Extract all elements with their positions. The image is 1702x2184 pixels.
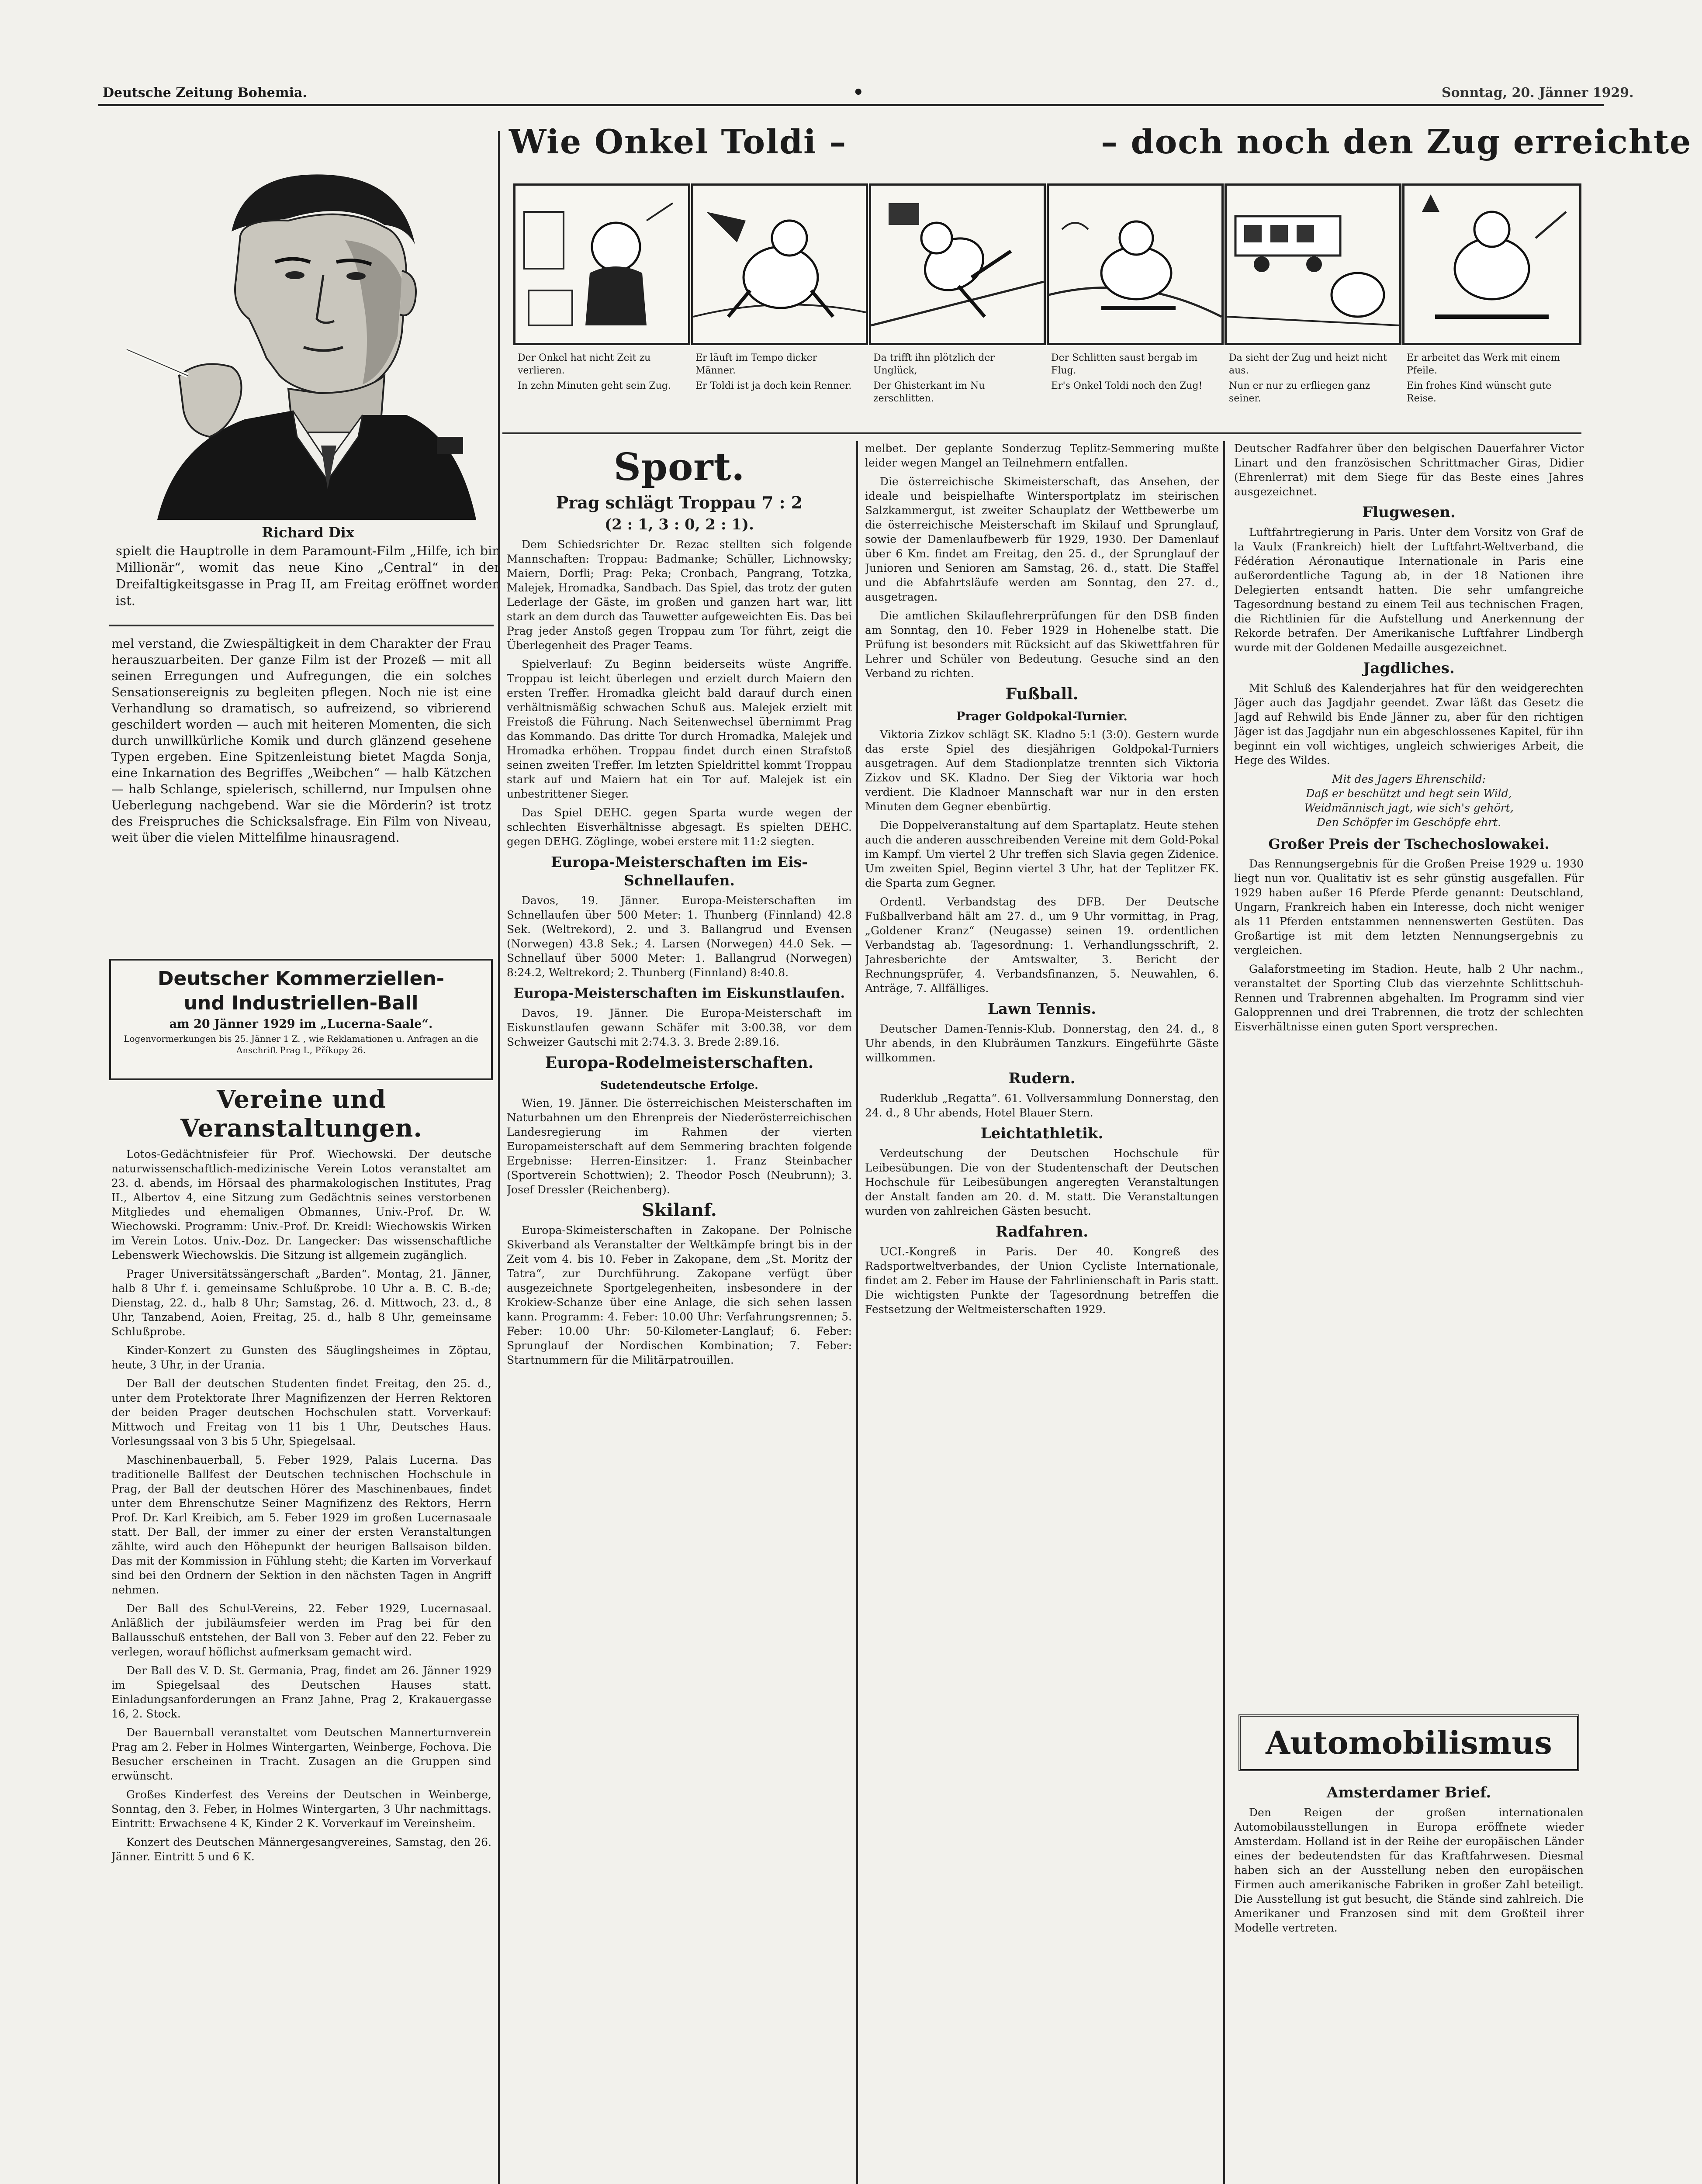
comic-caption-a: Der Onkel hat nicht Zeit zu verlieren. [518,352,651,376]
sport-headline-2: (2 : 1, 3 : 0, 2 : 1). [605,516,754,533]
rule-film [109,625,494,626]
fussball-title: Fußball. [1005,685,1079,703]
running-head-left: Deutsche Zeitung Bohemia. [103,85,307,100]
comic-bottom-rule [502,432,1581,434]
comic-drawing [515,186,688,343]
rodel-subtitle: Sudetendeutsche Erfolge. [600,1079,758,1092]
jagd-poem [1234,772,1584,829]
right-paragraph: Deutscher Radfahrer über den belgischen Dauerfahrer Victor Linart und den französischen Schrittmacher Giras, Didier (Ehrenlerrat) mit dem Siege für das Beste eines Jahres ausgezeichnet. [1234,442,1584,498]
grosser-preis-text: Das Rennungsergebnis für die Großen Preise 1929 u. 1930 liegt nun vor. Qualitativ ist es sehr günstig ausgefallen. Für 1929 haben außer 16 Pferde Pferde genannt: Deutschland, Ungarn, Frankreich haben ein Interesse, doch nicht weniger als 11 Pferden entstammen nennenswerten Gestüten. Das Großartige ist mit dem letzten Nennungsergebnis zu vergleichen. [1234,857,1584,957]
sport-headline-1: Prag schlägt Troppau 7 : 2 [556,493,803,512]
comic-drawing [871,186,1044,343]
comic-caption-3 [873,352,1037,405]
column-rule-1 [498,131,500,2184]
portrait-caption-name: Richard Dix [262,524,354,541]
europa-eiskunst-title: Europa-Meisterschaften im Eiskunstlaufen. [513,985,845,1001]
europa-eiskunst-text: Davos, 19. Jänner. Die Europa-Meisterschaft im Eiskunstlaufen gewann Schäfer mit 3:00.38, vor dem Schweizer Gautschi mit 2:74.3. 3. Brede 2:89.16. [507,1007,852,1048]
vereine-item: Der Ball des Schul-Vereins, 22. Feber 1929, Lucernasaal. Anläßlich der jubiläumsfeier werden im Prag bei für den Ballausschuß entstehen, der Ball von 3. Feber auf den 22. Feber zu verlegen, worauf höflichst aufmerksam gemacht wird. [111,1602,491,1658]
ski-text: Europa-Skimeisterschaften in Zakopane. Der Polnische Skiverband als Veranstalter der Weltkämpfe bringt bis in der Zeit vom 4. bis 10. Feber in Zakopane, dem „St. Moritz der Tatra“, zur Durchführung. Zakopane verfügt über ausgezeichnete Sportgelegenheiten, insbesondere in der Krokiew-Schanze über eine Anlage, die sich sehen lassen kann. Programm: 4. Feber: 10.00 Uhr: Verfahrungsrennen; 5. Feber: 10.00 Uhr: 50-Kilometer-Langlauf; 6. Feber: Sprunglauf der Nordischen Kombination; 7. Feber: Startnummern für die Militärpatrouillen. [507,1224,852,1366]
poem-line: Den Schöpfer im Geschöpfe ehrt. [1316,816,1501,829]
sport-title: Sport. [613,445,745,489]
running-head-right: Sonntag, 20. Jänner 1929. [1442,85,1634,100]
comic-panel-1 [513,183,690,345]
sport-paragraph: Dem Schiedsrichter Dr. Rezac stellten sich folgende Mannschaften: Troppau: Badmanke; Schüller, Lichnowsky; Maiern, Dorfli; Prag: Peka; Cronbach, Pangrang, Totzka, Malejek, Hromadka, Sandbach. Das Spiel, das trotz der guten Lederlage der Gäste, im großen und ganzen hart war, litt stark an dem durch das Tauwetter aufgeweichten Eis. Das bei Prag jeder Anstoß gegen Troppau zum Tor führt, zeigt die Überlegenheit des Prager Teams. [507,538,852,652]
comic-drawing [1049,186,1221,343]
poem-line: Daß er beschützt und hegt sein Wild, [1306,787,1512,800]
comic-panel-4 [1047,183,1224,345]
comic-panel-3 [869,183,1046,345]
vereine-item: Prager Universitätssängerschaft „Barden“. Montag, 21. Jänner, halb 8 Uhr f. i. gemeinsame Schlußprobe. 10 Uhr a. B. C. B.-de; Dienstag, 22. d., halb 8 Uhr; Samstag, 26. d. Mittwoch, 23. d., 8 Uhr, Tanzabend, Aoien, Freitag, 25. d., halb 8 Uhr, gemeinsame Schlußprobe. [111,1268,491,1338]
grosser-preis-title: Großer Preis der Tschechoslowakei. [1268,836,1550,852]
ad-line-1: Deutscher Kommerziellen- [157,968,445,990]
rudern-text: Ruderklub „Regatta“. 61. Vollversammlung Donnerstag, den 24. d., 8 Uhr abends, Hotel Blauer Stern. [865,1092,1219,1119]
fussball-subtitle: Prager Goldpokal-Turnier. [956,710,1128,723]
rudern-title: Rudern. [1008,1070,1076,1087]
gala-text: Galaforstmeeting im Stadion. Heute, halb 2 Uhr nachm., veranstaltet der Sporting Club das vierzehnte Schlittschuh-Rennen und Trabrennen abgehalten. Im Programm sind vier Galopprennen und drei Trabrennen, die trotz der schlechten Eisverhältnisse einen guten Sport versprechen. [1234,963,1584,1033]
ad-line-3: am 20 Jänner 1929 im „Lucerna-Saale“. [169,1017,433,1031]
portrait-caption-text: spielt die Hauptrolle in dem Paramount-Film „Hilfe, ich bin Millionär“, womit das neue Kino „Central“ in der Dreifaltigkeitsgasse in Prag II, am Freitag eröffnet worden ist. [116,543,500,608]
comic-caption-a: Er läuft im Tempo dicker Männer. [695,352,817,376]
poem-line: Mit des Jagers Ehrenschild: [1332,773,1486,785]
lawn-tennis-text: Deutscher Damen-Tennis-Klub. Donnerstag, den 24. d., 8 Uhr abends, in den Klubräumen Tanzkurs. Eingeführte Gäste willkommen. [865,1023,1219,1064]
right-column [1234,441,1584,1704]
comic-caption-4 [1051,352,1215,392]
portrait-photo [100,131,485,520]
comic-caption-b: Er Toldi ist ja doch kein Renner. [695,380,852,391]
radfahren-text: UCI.-Kongreß in Paris. Der 40. Kongreß des Radsportweltverbandes, der Union Cycliste Internationale, findet am 2. Feber im Hause der Fahrlinienschaft in Paris statt. Die wichtigsten Punkte der Tagesordnung betreffen die Festsetzung der Weltmeisterschaften 1929. [865,1245,1219,1316]
jagdliches-text: Mit Schluß des Kalenderjahres hat für den weidgerechten Jäger auch das Jagdjahr geendet. Zwar läßt das Gesetz die Jagd auf Rehwild bis Ende Jänner zu, aber für den richtigen Jäger ist das Jagdjahr nun ein abgeschlossenes Kapitel, für ihn beginnt ein voll wichtiges, ungleich schwieriges Arbeit, die Hege des Wildes. [1234,682,1584,767]
comic-title-right: – doch noch den Zug erreichte [1101,122,1692,161]
middle-paragraph: Die Doppelveranstaltung auf dem Spartaplatz. Heute stehen auch die anderen ausschreibenden Vereine mit dem Gold-Pokal im Kampf. Um viertel 2 Uhr treffen sich Slavia gegen Zidenice. Um zweiten Spiel, Beginn viertel 3 Uhr, hat der Teplitzer FK. die Sparta zum Gegner. [865,819,1219,889]
rodel-text: Wien, 19. Jänner. Die österreichischen Meisterschaften im Naturbahnen um den Ehrenpreis der Niederösterreichischen Landesregierung im Rahmen der vierten Europameisterschaft auf dem Semmering brachten folgende Ergebnisse: Herren-Einsitzer: 1. Franz Steinbacher (Sportverein Schottwien); 2. Theodor Posch (Neubrunn); 3. Josef Dressler (Reichenberg). [507,1097,852,1196]
comic-caption-5 [1229,352,1393,405]
comic-drawing [693,186,866,343]
vereine-item: Der Ball des V. D. St. Germania, Prag, findet am 26. Jänner 1929 im Spiegelsaal des Deutschen Hauses statt. Einladungsanforderungen an Franz Jahne, Prag 2, Krakauergasse 16, 2. Stock. [111,1664,491,1720]
vereine-item: Kinder-Konzert zu Gunsten des Säuglingsheimes in Zöptau, heute, 3 Uhr, in der Urania. [111,1344,491,1371]
comic-caption-1 [518,352,681,392]
fussball-text: Viktoria Zizkov schlägt SK. Kladno 5:1 (3:0). Gestern wurde das erste Spiel des diesjährigen Goldpokal-Turniers ausgetragen. Auf dem Stadionplatze trennten sich Viktoria Zizkov und SK. Kladno. Der Sieg der Viktoria war hoch verdient. Die Kladnoer Mannschaft war nur in den ersten Minuten dem Gegner ebenbürtig. [865,728,1219,813]
comic-caption-b: In zehn Minuten geht sein Zug. [518,380,671,391]
middle-column [865,441,1219,2184]
comic-caption-2 [695,352,859,392]
automobilismus-column [1234,1780,1584,2184]
comic-caption-a: Da sieht der Zug und heizt nicht aus. [1229,352,1387,376]
sport-paragraph: Das Spiel DEHC. gegen Sparta wurde wegen der schlechten Eisverhältnisse abgesagt. Es spielten DEHC. gegen DEHG. Zöglinge, wobei erstere mit 11:2 siegten. [507,806,852,848]
comic-drawing [1404,186,1579,343]
comic-caption-a: Da trifft ihn plötzlich der Unglück, [873,352,995,376]
ad-line-2: und Industriellen-Ball [183,992,419,1014]
radfahren-title: Radfahren. [995,1223,1089,1241]
comic-caption-b: Ein frohes Kind wünscht gute Reise. [1407,380,1552,404]
ski-title: Skilanf. [642,1200,717,1220]
leichtathletik-text: Verdeutschung der Deutschen Hochschule für Leibesübungen. Die von der Studentenschaft der Deutschen Hochschule für Leibesübungen angeregten Veranstaltungen der Anstalt fanden am 20. d. M. statt. Die Veranstaltungen wurden von zahlreichen Gästen besucht. [865,1147,1219,1217]
vereine-item: Maschinenbauerball, 5. Feber 1929, Palais Lucerna. Das traditionelle Ballfest der Deutschen technischen Hochschule in Prag, der Ball der deutschen Hörer des Maschinenbaues, findet unter dem Ehrenschutze Seiner Magnifizenz des Rektors, Herrn Prof. Dr. Karl Kreibich, am 5. Feber 1929 im großen Lucernasaale statt. Der Ball, der immer zu einer der ersten Veranstaltungen zählte, wird auch den Höhepunkt der heurigen Ballsaison bilden. Das mit der Kommission in Fühlung steht; die Karten im Vorverkauf sind bei den Ordnern der Sektion in den nächsten Tagen in Angriff nehmen. [111,1454,491,1596]
vereine-item: Lotos-Gedächtnisfeier für Prof. Wiechowski. Der deutsche naturwissenschaftlich-medizinische Verein Lotos veranstaltet am 23. d. abends, im Hörsaal des pharmakologischen Institutes, Prag II., Albertov 4, eine Sitzung zum Gedächtnis seines verstorbenen Mitgliedes und ehemaligen Obmannes, Univ.-Prof. Dr. W. Wiechowski. Programm: Univ.-Prof. Dr. Kreidl: Wiechowskis Wirken im Verein Lotos. Univ.-Doz. Dr. Langecker: Das wissenschaftliche Lebenswerk Wiechowskis. Die Sitzung ist allgemein zugänglich. [111,1148,491,1261]
comic-title-left: Wie Onkel Toldi – [509,122,847,161]
film-review [111,636,491,959]
comic-panel-5 [1225,183,1401,345]
sport-paragraph: Spielverlauf: Zu Beginn beiderseits wüste Angriffe. Troppau ist leicht überlegen und erzielt durch Maiern den ersten Treffer. Hromadka gleicht bald darauf durch einen verhältnismäßig schwachen Schuß aus. Malejek erzielt mit Freistoß die Führung. Nach Seitenwechsel übernimmt Prag das Kommando. Das dritte Tor durch Hromadka, Malejek und Hromadka erhöhen. Troppau findet durch einen Strafstoß seinen zweiten Treffer. Im letzten Spieldrittel kommt Troppau stark auf und Maiern hat ein Tor auf. Malejek ist ein unbestrittener Sieger. [507,658,852,800]
amsterdamer-brief-title: Amsterdamer Brief. [1326,1784,1491,1801]
rodel-title: Europa-Rodelmeisterschaften. [545,1054,814,1072]
leichtathletik-title: Leichtathletik. [980,1125,1104,1142]
middle-paragraph: Die österreichische Skimeisterschaft, das Ansehen, der ideale und beispielhafte Wintersportplatz im steirischen Salzkammergut, ist zweiter Schauplatz der Wettbewerbe um die österreichische Meisterschaft im Skilauf und Sprunglauf, sowie der Damenlaufbewerb für 1929, 1930. Der Damenlauf über 6 Km. findet am Freitag, den 25. d., der Sprunglauf der Junioren und Senioren am Samstag, 26. d., statt. Die Staffel und die Abfahrtsläufe werden am Sonntag, den 27. d., ausgetragen. [865,475,1219,603]
europa-eisschnell-text: Davos, 19. Jänner. Europa-Meisterschaften im Schnellaufen über 500 Meter: 1. Thunberg (Finnland) 42.8 Sek. (Weltrekord), 2. und 3. Ballangrud und Evensen (Norwegen) 43.8 Sek.; 4. Larsen (Norwegen) 44.0 Sek. — Schnellauf über 5000 Meter: 1. Ballangrud (Norwegen) 8:24.2, Weltrekord; 2. Thunberg (Finnland) 8:40.8. [507,894,852,979]
film-review-paragraph: mel verstand, die Zwiespältigkeit in dem Charakter der Frau herauszuarbeiten. Der ganze Film ist der Prozeß — mit all seinen Erregungen und Aufregungen, die ein solches Sensationsereignis zu begleiten pflegen. Noch nie ist eine Verhandlung so dramatisch, so aufreizend, so vibrierend geschildert worden — auch mit heiteren Momenten, die sich durch unwillkürliche Komik und durch glänzend gesehene Typen ergeben. Eine Spitzenleistung bietet Magda Sonja, eine Inkarnation des Begriffes „Weibchen“ — halb Kätzchen — halb Schlange, spielerisch, schillernd, nur Impulsen ohne Ueberlegung nachgebend. War sie die Mörderin? ist trotz des Freispruches die Schicksalsfrage. Ein Film von Niveau, weit über die vielen Mittelfilme hinausragend. [111,636,491,845]
vereine-item: Großes Kinderfest des Vereins der Deutschen in Weinberge, Sonntag, den 3. Feber, in Holmes Wintergarten, 3 Uhr nachmittags. Eintritt: Erwachsene 4 K, Kinder 2 K. Vorverkauf im Vereinsheim. [111,1788,491,1830]
comic-panel-6 [1402,183,1581,345]
comic-panel-2 [691,183,868,345]
automobilismus-text: Den Reigen der großen internationalen Automobilausstellungen in Europa eröffnete wieder Amsterdam. Holland ist in der Reihe der europäischen Länder eines der bedeutendsten für das Kraftfahrwesen. Diesmal haben sich an der Ausstellung neben den europäischen Firmen auch amerikanische Fabriken in großer Zahl beteiligt. Die Ausstellung ist gut besucht, die Stände sind zahlreich. Die Amerikaner und Franzosen sind mit dem Großteil ihrer Modelle vertreten. [1234,1806,1584,1934]
comic-caption-b: Der Ghisterkant im Nu zerschlitten. [873,380,985,404]
comic-caption-a: Er arbeitet das Werk mit einem Pfeile. [1407,352,1560,376]
middle-paragraph: melbet. Der geplante Sonderzug Teplitz-Semmering mußte leider wegen Mangel an Teilnehmern entfallen. [865,442,1219,469]
lawn-tennis-title: Lawn Tennis. [987,1000,1097,1018]
jagdliches-title: Jagdliches. [1363,660,1455,677]
flugwesen-text: Luftfahrtregierung in Paris. Unter dem Vorsitz von Graf de la Vaulx (Frankreich) hielt der Luftfahrt-Weltverband, die Fédération Aéronautique Internationale in Paris eine außerordentliche Tagung ab, in der 18 Nationen ihre Delegierten entsandt hatten. Die sehr umfangreiche Tagesordnung bestand zu einem Teil aus technischen Fragen, die Richtlinien für die Aufstellung und Anerkennung der Rekorde betrafen. Der Amerikanische Luftfahrer Lindbergh wurde mit der Goldenen Medaille ausgezeichnet. [1234,526,1584,654]
europa-eisschnell-title: Europa-Meisterschaften im Eis-Schnellaufen. [551,854,808,889]
vereine-title: Vereine und Veranstaltungen. [180,1085,422,1143]
automobilismus-header: Automobilismus [1238,1714,1579,1771]
column-rule-3 [1223,441,1225,2184]
top-rule [98,104,1604,106]
flugwesen-title: Flugwesen. [1362,504,1456,521]
comic-caption-6 [1407,352,1573,405]
comic-caption-a: Der Schlitten saust bergab im Flug. [1051,352,1198,376]
portrait-illustration [100,131,485,520]
vereine-item: Der Bauernball veranstaltet vom Deutschen Mannerturnverein Prag am 2. Feber in Holmes Wintergarten, Weinberge, Fochova. Die Besucher erscheinen in Tracht. Zusagen an die Gruppen sind erwünscht. [111,1726,491,1782]
ball-advertisement [109,959,493,1080]
middle-paragraph: Die amtlichen Skilauflehrerprüfungen für den DSB finden am Sonntag, den 10. Feber 1929 in Hohenelbe statt. Die Prüfung ist besonders mit Rücksicht auf das Skiwettfahren für Lehrer und Schüler von Bedeutung. Gesuche sind an den Verband zu richten. [865,609,1219,680]
comic-drawing [1227,186,1399,343]
sport-column [507,441,852,2184]
vereine-column [111,1083,491,2184]
column-rule-2 [856,441,858,2184]
ad-line-4: Logenvormerkungen bis 25. Jänner 1 Z. , wie Reklamationen u. Anfragen an die Anschrift Prag I., Příkopy 26. [124,1033,478,1055]
portrait-caption [116,524,500,609]
poem-line: Weidmännisch jagt, wie sich's gehört, [1304,802,1514,814]
comic-caption-b: Nun er nur zu erfliegen ganz seiner. [1229,380,1370,404]
vereine-item: Konzert des Deutschen Männergesangvereines, Samstag, den 26. Jänner. Eintritt 5 und 6 K. [111,1836,491,1863]
running-head-center: • [853,82,864,103]
middle-paragraph: Ordentl. Verbandstag des DFB. Der Deutsche Fußballverband hält am 27. d., um 9 Uhr vormittag, in Prag, „Goldener Kranz“ (Neugasse) seinen 19. ordentlichen Verbandstag ab. Tagesordnung: 1. Verhandlungsschrift, 2. Jahresberichte der Amtswalter, 3. Bericht der Rechnungsprüfer, 4. Verbandsfinanzen, 5. Neuwahlen, 6. Anträge, 7. Allfälliges. [865,895,1219,995]
vereine-item: Der Ball der deutschen Studenten findet Freitag, den 25. d., unter dem Protektorate Ihrer Magnifizenzen der Herren Rektoren der beiden Prager deutschen Hochschulen statt. Vorverkauf: Mittwoch und Freitag von 11 bis 1 Uhr, Deutsches Haus. Vorlesungssaal von 3 bis 5 Uhr, Spiegelsaal. [111,1377,491,1448]
comic-caption-b: Er's Onkel Toldi noch den Zug! [1051,380,1203,391]
